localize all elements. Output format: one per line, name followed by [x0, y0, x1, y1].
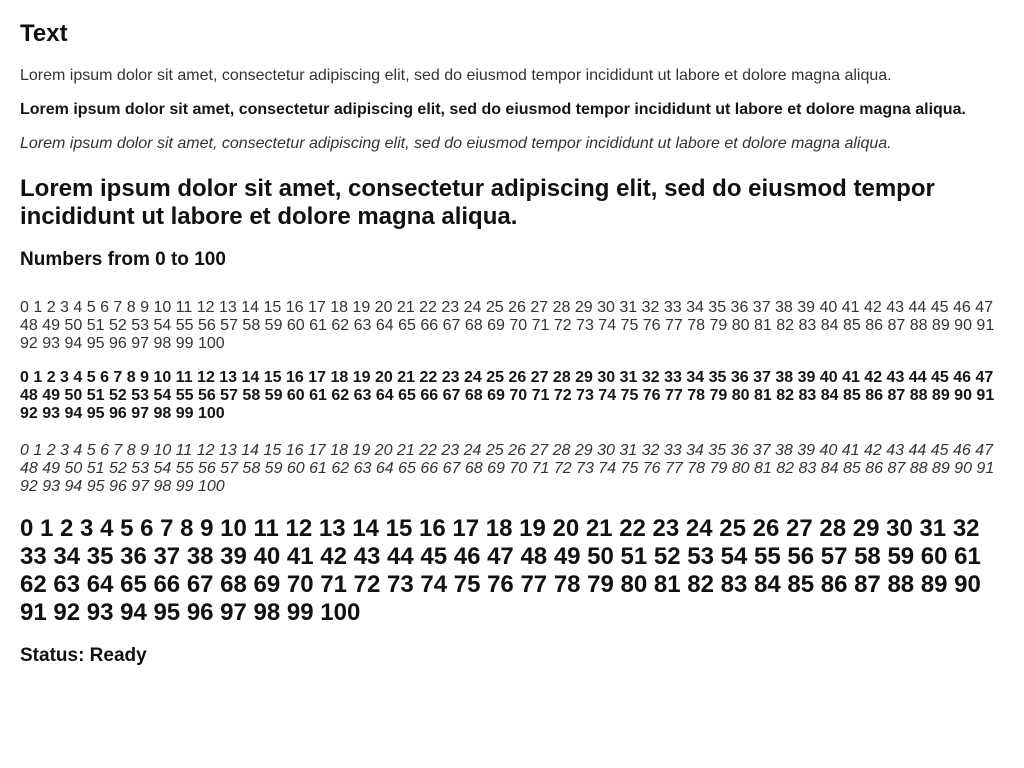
numbers-sequence-italic: 0 1 2 3 4 5 6 7 8 9 10 11 12 13 14 15 16 17 18 19 20 21 22 23 24 25 26 27 28 29 30 31 32 33 34 35 36 37 38 39 40 41 42 43 44 45 46 47 48 49 50 51 52 53 54 55 56 57 58 59 60 61 62 63 64 65 66 67 68 69 70 71 72 73 74 75 76 77 78 79 80 81 82 83 84 85 86 87 88 89 90 91 92 93 94 95 96 97 98 99 100: [20, 442, 995, 495]
lorem-large-heading: Lorem ipsum dolor sit amet, consectetur adipiscing elit, sed do eiusmod tempor incididunt ut labore et dolore magna aliqua.: [20, 175, 935, 230]
page-title: Text: [20, 20, 68, 47]
numbers-sequence-large: 0 1 2 3 4 5 6 7 8 9 10 11 12 13 14 15 16 17 18 19 20 21 22 23 24 25 26 27 28 29 30 31 32 33 34 35 36 37 38 39 40 41 42 43 44 45 46 47 48 49 50 51 52 53 54 55 56 57 58 59 60 61 62 63 64 65 66 67 68 69 70 71 72 73 74 75 76 77 78 79 80 81 82 83 84 85 86 87 88 89 90 91 92 93 94 95 96 97 98 99 100: [20, 515, 981, 626]
numbers-section-heading: Numbers from 0 to 100: [20, 249, 226, 270]
lorem-paragraph-regular: Lorem ipsum dolor sit amet, consectetur adipiscing elit, sed do eiusmod tempor incididunt ut labore et dolore magna aliqua.: [20, 67, 892, 84]
numbers-sequence-regular: 0 1 2 3 4 5 6 7 8 9 10 11 12 13 14 15 16 17 18 19 20 21 22 23 24 25 26 27 28 29 30 31 32 33 34 35 36 37 38 39 40 41 42 43 44 45 46 47 48 49 50 51 52 53 54 55 56 57 58 59 60 61 62 63 64 65 66 67 68 69 70 71 72 73 74 75 76 77 78 79 80 81 82 83 84 85 86 87 88 89 90 91 92 93 94 95 96 97 98 99 100: [20, 299, 995, 352]
numbers-sequence-bold: 0 1 2 3 4 5 6 7 8 9 10 11 12 13 14 15 16 17 18 19 20 21 22 23 24 25 26 27 28 29 30 31 32 33 34 35 36 37 38 39 40 41 42 43 44 45 46 47 48 49 50 51 52 53 54 55 56 57 58 59 60 61 62 63 64 65 66 67 68 69 70 71 72 73 74 75 76 77 78 79 80 81 82 83 84 85 86 87 88 89 90 91 92 93 94 95 96 97 98 99 100: [20, 369, 995, 422]
status-text: Status: Ready: [20, 645, 147, 666]
lorem-paragraph-italic: Lorem ipsum dolor sit amet, consectetur adipiscing elit, sed do eiusmod tempor incididunt ut labore et dolore magna aliqua.: [20, 135, 892, 152]
lorem-paragraph-bold: Lorem ipsum dolor sit amet, consectetur adipiscing elit, sed do eiusmod tempor incididunt ut labore et dolore magna aliqua.: [20, 101, 966, 118]
